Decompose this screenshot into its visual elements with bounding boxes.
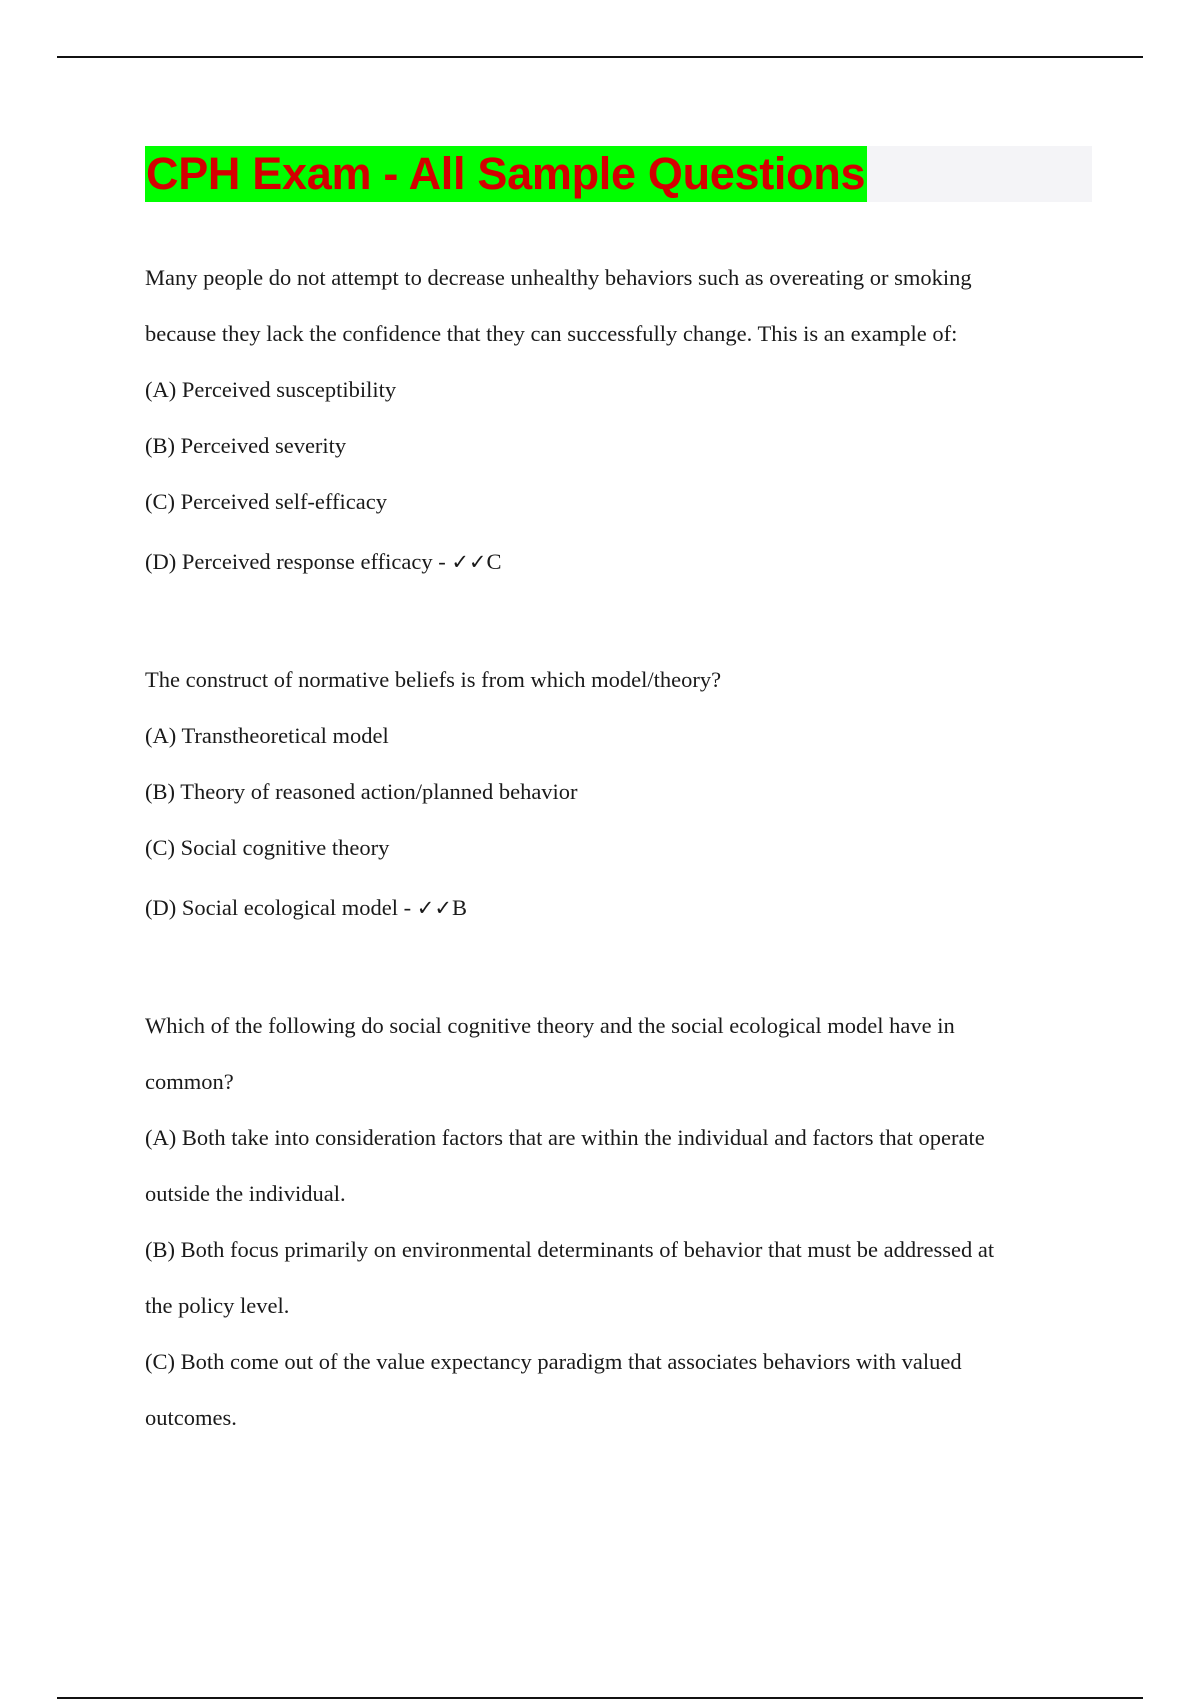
question-1-answer: C [486,549,502,574]
question-2-option-c: (C) Social cognitive theory [145,835,390,860]
page-top-rule [57,56,1143,58]
question-2-option-d-text: (D) Social ecological model - [145,895,412,920]
page-bottom-rule [57,1697,1143,1699]
question-1-option-c: (C) Perceived self-efficacy [145,489,387,514]
question-3-option-c-line-1: (C) Both come out of the value expectancy paradigm that associates behaviors with valued [145,1349,962,1374]
question-3-option-c-line-2: outcomes. [145,1405,237,1430]
question-3-option-a-line-2: outside the individual. [145,1181,346,1206]
question-2-stem-line-1: The construct of normative beliefs is from which model/theory? [145,667,722,692]
question-3-option-b-line-2: the policy level. [145,1293,290,1318]
question-3-option-a-line-1: (A) Both take into consideration factors that are within the individual and factors that operate [145,1125,985,1150]
question-3 [145,998,1085,1446]
question-1-stem-line-1: Many people do not attempt to decrease unhealthy behaviors such as overeating or smoking [145,265,972,290]
question-2 [145,652,1085,940]
question-1-option-d-text: (D) Perceived response efficacy - [145,549,446,574]
check-icon: ✓✓ [451,550,487,574]
question-2-option-d [145,876,1085,940]
question-3-option-b-line-1: (B) Both focus primarily on environmental determinants of behavior that must be addressed at [145,1237,995,1262]
question-2-option-b: (B) Theory of reasoned action/planned behavior [145,779,578,804]
question-2-option-a: (A) Transtheoretical model [145,723,389,748]
question-2-answer: B [451,895,467,920]
title-banner [145,146,1092,202]
question-1-option-b: (B) Perceived severity [145,433,347,458]
document-body [145,250,1085,1446]
question-1-option-d [145,530,1085,594]
question-3-stem-line-2: common? [145,1069,234,1094]
question-1-option-a: (A) Perceived susceptibility [145,377,397,402]
question-1 [145,250,1085,594]
document-title: CPH Exam - All Sample Questions [145,146,867,202]
check-icon: ✓✓ [416,896,452,920]
question-3-stem-line-1: Which of the following do social cognitive theory and the social ecological model have in [145,1013,955,1038]
question-1-stem-line-2: because they lack the confidence that they can successfully change. This is an example of: [145,321,958,346]
